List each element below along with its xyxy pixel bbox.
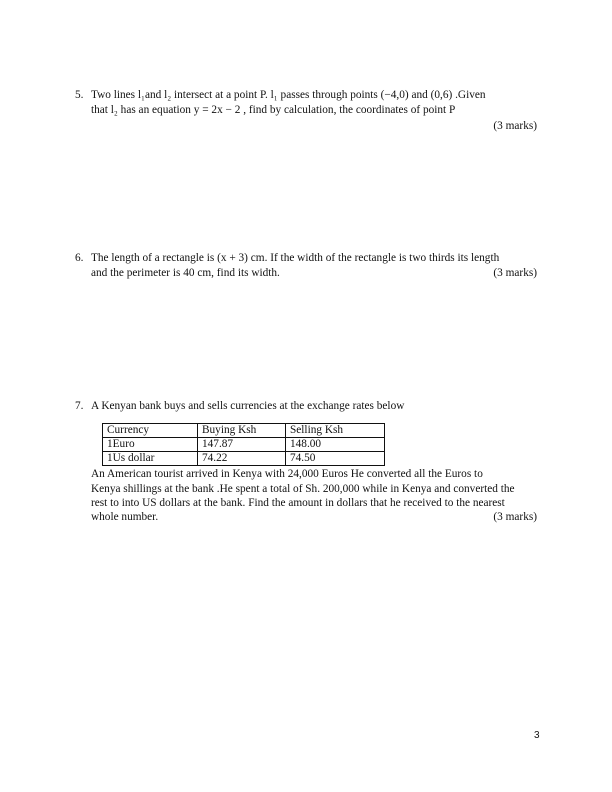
table-row xyxy=(103,452,385,466)
question-number: 7. xyxy=(75,400,84,412)
exchange-rate-table xyxy=(102,423,385,466)
table-cell: 1Euro xyxy=(103,438,198,452)
table-row xyxy=(103,438,385,452)
question-text-line: A Kenyan bank buys and sells currencies at the exchange rates below xyxy=(91,400,405,412)
table-cell: 148.00 xyxy=(286,438,385,452)
question-number: 5. xyxy=(75,89,84,101)
question-text-line: and the perimeter is 40 cm, find its width. xyxy=(91,267,280,279)
marks-label: (3 marks) xyxy=(493,267,537,279)
question-text-line: that l₂ has an equation y = 2x − 2 , find by calculation, the coordinates of point P xyxy=(91,104,456,116)
marks-label: (3 marks) xyxy=(493,120,537,132)
question-number: 6. xyxy=(75,252,84,264)
question-text-line: rest to into US dollars at the bank. Find the amount in dollars that he received to the nearest xyxy=(91,497,505,509)
table-cell: 74.22 xyxy=(198,452,286,466)
marks-label: (3 marks) xyxy=(493,511,537,523)
table-cell: 74.50 xyxy=(286,452,385,466)
table-cell: 1Us dollar xyxy=(103,452,198,466)
table-header-row xyxy=(103,424,385,438)
table-header: Selling Ksh xyxy=(286,424,385,438)
table-header: Currency xyxy=(103,424,198,438)
question-text-line: whole number. xyxy=(91,511,159,523)
question-text-line: Two lines l₁and l₂ intersect at a point P. l₁ passes through points (−4,0) and (0,6) .Given xyxy=(91,89,486,101)
question-text-line: Kenya shillings at the bank .He spent a total of Sh. 200,000 while in Kenya and converted the xyxy=(91,483,515,495)
page-number: 3 xyxy=(534,730,540,741)
table-cell: 147.87 xyxy=(198,438,286,452)
question-text-line: An American tourist arrived in Kenya with 24,000 Euros He converted all the Euros to xyxy=(91,468,483,480)
table-header: Buying Ksh xyxy=(198,424,286,438)
question-text-line: The length of a rectangle is (x + 3) cm. If the width of the rectangle is two thirds its length xyxy=(91,252,500,264)
